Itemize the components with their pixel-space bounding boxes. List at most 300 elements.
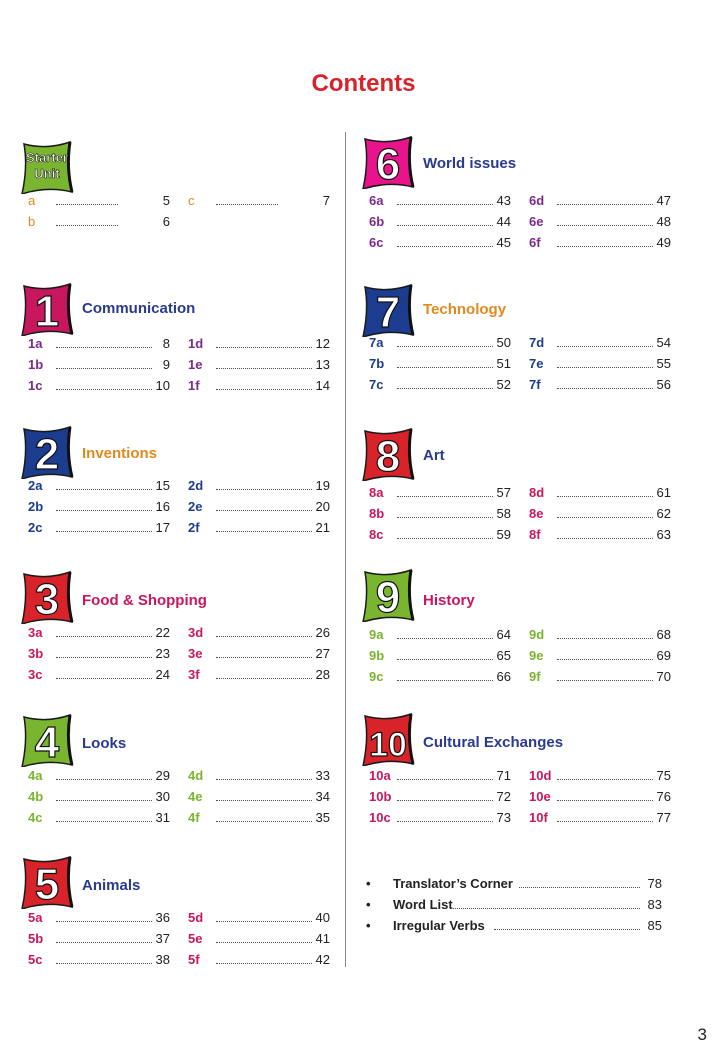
entry-page: 23 — [155, 646, 170, 661]
entry-page: 13 — [315, 357, 330, 372]
entry-label: 7e — [529, 356, 544, 371]
contents-entry[interactable] — [369, 648, 511, 668]
contents-entry[interactable] — [529, 768, 671, 788]
unit-section — [361, 712, 681, 842]
contents-entry[interactable] — [188, 931, 330, 951]
entry-label: 4f — [188, 810, 200, 825]
unit-title: History — [423, 592, 475, 609]
entry-leader-dots — [216, 368, 312, 369]
entry-label: 6a — [369, 193, 384, 208]
entry-leader-dots — [216, 204, 278, 205]
contents-entry[interactable] — [529, 193, 671, 213]
entry-leader-dots — [56, 921, 152, 922]
unit-badge-shape — [20, 140, 74, 194]
contents-entry[interactable] — [369, 235, 511, 255]
entry-leader-dots — [557, 638, 653, 639]
entry-label: 1d — [188, 336, 204, 351]
contents-entry[interactable] — [188, 646, 330, 666]
entry-leader-dots — [397, 821, 493, 822]
extra-page: 85 — [647, 918, 662, 933]
contents-entry[interactable] — [28, 789, 170, 809]
unit-badge-shape — [20, 282, 74, 336]
badge-number: 7 — [375, 288, 401, 337]
badge-edge — [409, 570, 413, 620]
contents-entry[interactable] — [28, 910, 170, 930]
badge-edge — [409, 429, 413, 479]
entry-label: 8c — [369, 527, 384, 542]
entry-leader-dots — [397, 246, 493, 247]
extra-label: Irregular Verbs — [393, 918, 485, 933]
entry-label: 6f — [529, 235, 541, 250]
entry-page: 43 — [496, 193, 511, 208]
entry-page: 8 — [162, 336, 170, 351]
entry-label: 10f — [529, 810, 548, 825]
entry-label: 3b — [28, 646, 44, 661]
entry-label: 4e — [188, 789, 203, 804]
badge-edge — [68, 427, 72, 477]
badge-number: 1 — [34, 287, 60, 336]
entry-label: 8e — [529, 506, 544, 521]
entry-label: 9d — [529, 627, 545, 642]
extra-label: Word List — [393, 897, 453, 912]
contents-entry[interactable] — [188, 478, 330, 498]
entry-leader-dots — [56, 942, 152, 943]
entry-label: 8b — [369, 506, 385, 521]
unit-badge-shape — [361, 283, 415, 337]
unit-badge-shape — [20, 713, 74, 767]
unit-section — [20, 713, 340, 843]
unit-section — [20, 855, 340, 985]
unit-section — [361, 568, 681, 698]
entry-label: 7a — [369, 335, 384, 350]
contents-entry[interactable] — [188, 336, 330, 356]
entry-leader-dots — [397, 638, 493, 639]
entry-page: 34 — [315, 789, 330, 804]
entry-page: 70 — [656, 669, 671, 684]
contents-entry[interactable] — [188, 667, 330, 687]
entry-label: 6e — [529, 214, 544, 229]
entry-label: 9f — [529, 669, 541, 684]
entry-label: 6b — [369, 214, 385, 229]
entry-label: 3e — [188, 646, 203, 661]
unit-title: Inventions — [82, 445, 158, 462]
contents-entry[interactable] — [369, 669, 511, 689]
entry-page: 5 — [162, 193, 170, 208]
entry-leader-dots — [397, 779, 493, 780]
entry-page: 38 — [155, 952, 170, 967]
entry-leader-dots — [557, 800, 653, 801]
unit-section — [361, 427, 681, 557]
entry-page: 66 — [496, 669, 511, 684]
entry-leader-dots — [56, 800, 152, 801]
entry-label: b — [28, 214, 36, 229]
entry-label: 9c — [369, 669, 384, 684]
entry-page: 7 — [322, 193, 330, 208]
entry-leader-dots — [56, 368, 152, 369]
contents-entry[interactable] — [28, 667, 170, 687]
entry-page: 69 — [656, 648, 671, 663]
bullet-icon: • — [366, 918, 371, 933]
entry-label: 7f — [529, 377, 541, 392]
entry-leader-dots — [397, 346, 493, 347]
extra-entry[interactable] — [366, 876, 662, 896]
entry-page: 54 — [656, 335, 671, 350]
entry-leader-dots — [397, 538, 493, 539]
unit-title: Cultural Exchanges — [423, 734, 564, 751]
entry-label: 1f — [188, 378, 200, 393]
contents-entry[interactable] — [369, 485, 511, 505]
unit-section — [20, 282, 340, 412]
entry-page: 58 — [496, 506, 511, 521]
entry-leader-dots — [397, 367, 493, 368]
contents-entry[interactable] — [369, 627, 511, 647]
entry-label: 2f — [188, 520, 200, 535]
unit-title: Technology — [423, 301, 507, 318]
entry-label: 5a — [28, 910, 43, 925]
entry-leader-dots — [557, 517, 653, 518]
entry-page: 28 — [315, 667, 330, 682]
contents-entry[interactable] — [188, 910, 330, 930]
entry-leader-dots — [56, 531, 152, 532]
entry-leader-dots — [56, 678, 152, 679]
badge-number: 3 — [34, 575, 60, 624]
entry-page: 55 — [656, 356, 671, 371]
contents-entry[interactable] — [28, 520, 170, 540]
entry-page: 9 — [162, 357, 170, 372]
contents-entry[interactable] — [529, 235, 671, 255]
unit-badge — [20, 140, 74, 194]
entry-label: 2b — [28, 499, 44, 514]
contents-entry[interactable] — [529, 214, 671, 234]
entry-label: 5b — [28, 931, 44, 946]
entry-page: 42 — [315, 952, 330, 967]
extra-label: Translator’s Corner — [393, 876, 513, 891]
entry-label: 8f — [529, 527, 541, 542]
unit-section — [361, 135, 681, 265]
entry-leader-dots — [557, 367, 653, 368]
entry-leader-dots — [56, 963, 152, 964]
badge-edge — [68, 142, 72, 192]
entry-page: 71 — [496, 768, 511, 783]
unit-badge-shape — [361, 135, 415, 189]
entry-label: 5f — [188, 952, 200, 967]
entry-leader-dots — [397, 496, 493, 497]
entry-label: 4a — [28, 768, 43, 783]
entry-label: 3f — [188, 667, 200, 682]
entry-label: 9a — [369, 627, 384, 642]
contents-entry[interactable] — [529, 648, 671, 668]
entry-leader-dots — [216, 921, 312, 922]
entry-leader-dots — [216, 821, 312, 822]
entry-leader-dots — [216, 963, 312, 964]
entry-leader-dots — [557, 225, 653, 226]
contents-entry[interactable] — [369, 214, 511, 234]
entry-page: 30 — [155, 789, 170, 804]
unit-section — [20, 140, 340, 270]
entry-leader-dots — [216, 678, 312, 679]
unit-badge — [361, 135, 415, 189]
extra-leader-dots — [451, 908, 640, 909]
entry-leader-dots — [557, 496, 653, 497]
contents-entry[interactable] — [28, 378, 170, 398]
entry-label: 2d — [188, 478, 204, 493]
contents-entry[interactable] — [188, 789, 330, 809]
entry-leader-dots — [557, 538, 653, 539]
entry-page: 10 — [155, 378, 170, 393]
entry-leader-dots — [557, 388, 653, 389]
entry-page: 17 — [155, 520, 170, 535]
entry-page: 77 — [656, 810, 671, 825]
entry-page: 14 — [315, 378, 330, 393]
unit-badge-shape — [361, 427, 415, 481]
contents-entry[interactable] — [369, 810, 511, 830]
bullet-icon: • — [366, 876, 371, 891]
column-divider — [345, 132, 346, 967]
page-number: 3 — [697, 1025, 707, 1044]
page-title: Contents — [311, 70, 416, 97]
entry-leader-dots — [216, 657, 312, 658]
unit-section — [20, 570, 340, 700]
entry-label: 9b — [369, 648, 385, 663]
contents-entry[interactable] — [529, 377, 671, 397]
badge-edge — [409, 137, 413, 187]
unit-badge — [361, 568, 415, 622]
unit-badge-shape — [20, 570, 74, 624]
contents-entry[interactable] — [529, 527, 671, 547]
contents-entry[interactable] — [369, 506, 511, 526]
contents-entry[interactable] — [369, 377, 511, 397]
entry-leader-dots — [216, 800, 312, 801]
entry-page: 45 — [496, 235, 511, 250]
unit-title: Looks — [82, 735, 127, 752]
entry-label: 7c — [369, 377, 384, 392]
entry-label: 5d — [188, 910, 204, 925]
entry-page: 33 — [315, 768, 330, 783]
entry-label: 2e — [188, 499, 203, 514]
contents-entry[interactable] — [529, 789, 671, 809]
entry-label: 7d — [529, 335, 545, 350]
entry-label: 1a — [28, 336, 43, 351]
entry-label: 4d — [188, 768, 204, 783]
contents-entry[interactable] — [28, 478, 170, 498]
contents-entry[interactable] — [28, 810, 170, 830]
contents-entry[interactable] — [529, 485, 671, 505]
entry-page: 27 — [315, 646, 330, 661]
entry-leader-dots — [557, 204, 653, 205]
contents-entry[interactable] — [369, 768, 511, 788]
unit-title: Communication — [82, 300, 196, 317]
contents-entry[interactable] — [28, 336, 170, 356]
entry-page: 22 — [155, 625, 170, 640]
unit-badge — [361, 283, 415, 337]
entry-leader-dots — [216, 347, 312, 348]
contents-entry[interactable] — [28, 193, 170, 213]
entry-label: 4b — [28, 789, 44, 804]
contents-entry[interactable] — [28, 768, 170, 788]
badge-edge — [68, 857, 72, 907]
unit-badge — [361, 712, 415, 766]
contents-entry[interactable] — [28, 646, 170, 666]
entry-page: 47 — [656, 193, 671, 208]
entry-leader-dots — [216, 489, 312, 490]
badge-text-line: Unit — [34, 166, 60, 181]
entry-leader-dots — [557, 680, 653, 681]
unit-badge-shape — [20, 855, 74, 909]
extra-entry[interactable] — [366, 897, 662, 917]
extra-page: 78 — [647, 876, 662, 891]
unit-badge-shape — [361, 712, 415, 766]
entry-leader-dots — [216, 942, 312, 943]
entry-label: 5c — [28, 952, 43, 967]
entry-page: 36 — [155, 910, 170, 925]
entry-leader-dots — [216, 779, 312, 780]
entry-label: 8a — [369, 485, 384, 500]
entry-leader-dots — [397, 517, 493, 518]
entry-label: 2a — [28, 478, 43, 493]
contents-entry[interactable] — [529, 335, 671, 355]
entry-leader-dots — [56, 779, 152, 780]
entry-page: 24 — [155, 667, 170, 682]
badge-number: 10 — [369, 726, 407, 764]
entry-label: c — [188, 193, 195, 208]
entry-leader-dots — [56, 821, 152, 822]
contents-entry[interactable] — [188, 952, 330, 972]
entry-page: 72 — [496, 789, 511, 804]
entry-page: 20 — [315, 499, 330, 514]
entry-leader-dots — [557, 779, 653, 780]
entry-page: 62 — [656, 506, 671, 521]
badge-number: 5 — [34, 860, 60, 909]
extra-entry[interactable] — [366, 918, 662, 938]
badge-text-line: Starter — [26, 150, 68, 165]
entry-page: 76 — [656, 789, 671, 804]
contents-entry[interactable] — [369, 527, 511, 547]
entry-page: 63 — [656, 527, 671, 542]
unit-badge — [20, 425, 74, 479]
contents-entry[interactable] — [529, 506, 671, 526]
entry-label: 10c — [369, 810, 391, 825]
entry-leader-dots — [56, 489, 152, 490]
contents-entry[interactable] — [369, 193, 511, 213]
entry-label: 6d — [529, 193, 545, 208]
contents-entry[interactable] — [28, 931, 170, 951]
entry-leader-dots — [557, 246, 653, 247]
entry-label: 2c — [28, 520, 43, 535]
contents-entry[interactable] — [188, 378, 330, 398]
entry-page: 35 — [315, 810, 330, 825]
contents-entry[interactable] — [188, 768, 330, 788]
contents-entry[interactable] — [529, 810, 671, 830]
badge-edge — [68, 572, 72, 622]
badge-edge — [409, 714, 413, 764]
entry-label: 3a — [28, 625, 43, 640]
entry-leader-dots — [56, 657, 152, 658]
unit-badge — [20, 282, 74, 336]
entry-leader-dots — [397, 388, 493, 389]
extra-leader-dots — [519, 887, 640, 888]
unit-badge — [20, 713, 74, 767]
entry-page: 57 — [496, 485, 511, 500]
entry-label: 4c — [28, 810, 43, 825]
entry-page: 65 — [496, 648, 511, 663]
entry-leader-dots — [557, 659, 653, 660]
entry-label: 5e — [188, 931, 203, 946]
badge-edge — [68, 715, 72, 765]
entry-leader-dots — [397, 800, 493, 801]
bullet-icon: • — [366, 897, 371, 912]
entry-page: 51 — [496, 356, 511, 371]
extra-page: 83 — [647, 897, 662, 912]
entry-leader-dots — [56, 204, 118, 205]
entry-leader-dots — [216, 389, 312, 390]
contents-entry[interactable] — [369, 335, 511, 355]
badge-number: 9 — [375, 573, 401, 622]
entry-page: 75 — [656, 768, 671, 783]
entry-label: 3c — [28, 667, 43, 682]
entry-page: 44 — [496, 214, 511, 229]
extra-leader-dots — [494, 929, 640, 930]
contents-entry[interactable] — [188, 499, 330, 519]
entry-page: 26 — [315, 625, 330, 640]
contents-entry[interactable] — [188, 625, 330, 645]
contents-entry[interactable] — [529, 669, 671, 689]
entry-page: 16 — [155, 499, 170, 514]
entry-leader-dots — [56, 347, 152, 348]
contents-entry[interactable] — [28, 625, 170, 645]
unit-badge — [20, 570, 74, 624]
entry-label: 3d — [188, 625, 204, 640]
contents-entry[interactable] — [369, 789, 511, 809]
contents-entry[interactable] — [188, 193, 330, 213]
unit-title: Food & Shopping — [82, 592, 207, 609]
contents-entry[interactable] — [28, 952, 170, 972]
contents-entry[interactable] — [28, 214, 170, 234]
contents-entry[interactable] — [188, 520, 330, 540]
entry-leader-dots — [397, 659, 493, 660]
entry-page: 6 — [162, 214, 170, 229]
entry-leader-dots — [216, 510, 312, 511]
unit-section — [20, 425, 340, 555]
unit-badge-shape — [20, 425, 74, 479]
entry-leader-dots — [397, 225, 493, 226]
entry-page: 31 — [155, 810, 170, 825]
entry-page: 52 — [496, 377, 511, 392]
entry-page: 15 — [155, 478, 170, 493]
contents-entry[interactable] — [188, 810, 330, 830]
entry-label: 9e — [529, 648, 544, 663]
entry-page: 40 — [315, 910, 330, 925]
unit-badge — [361, 427, 415, 481]
entry-label: 10d — [529, 768, 552, 783]
entry-label: 10a — [369, 768, 391, 783]
unit-title: Art — [423, 447, 445, 464]
unit-badge — [20, 855, 74, 909]
entry-leader-dots — [216, 636, 312, 637]
contents-entry[interactable] — [188, 357, 330, 377]
contents-entry[interactable] — [529, 356, 671, 376]
entry-label: 7b — [369, 356, 385, 371]
badge-number: 6 — [375, 140, 401, 189]
entry-leader-dots — [56, 225, 118, 226]
contents-entry[interactable] — [369, 356, 511, 376]
contents-entry[interactable] — [529, 627, 671, 647]
contents-entry[interactable] — [28, 357, 170, 377]
entry-leader-dots — [397, 204, 493, 205]
entry-page: 56 — [656, 377, 671, 392]
entry-page: 48 — [656, 214, 671, 229]
contents-entry[interactable] — [28, 499, 170, 519]
entry-label: 8d — [529, 485, 545, 500]
